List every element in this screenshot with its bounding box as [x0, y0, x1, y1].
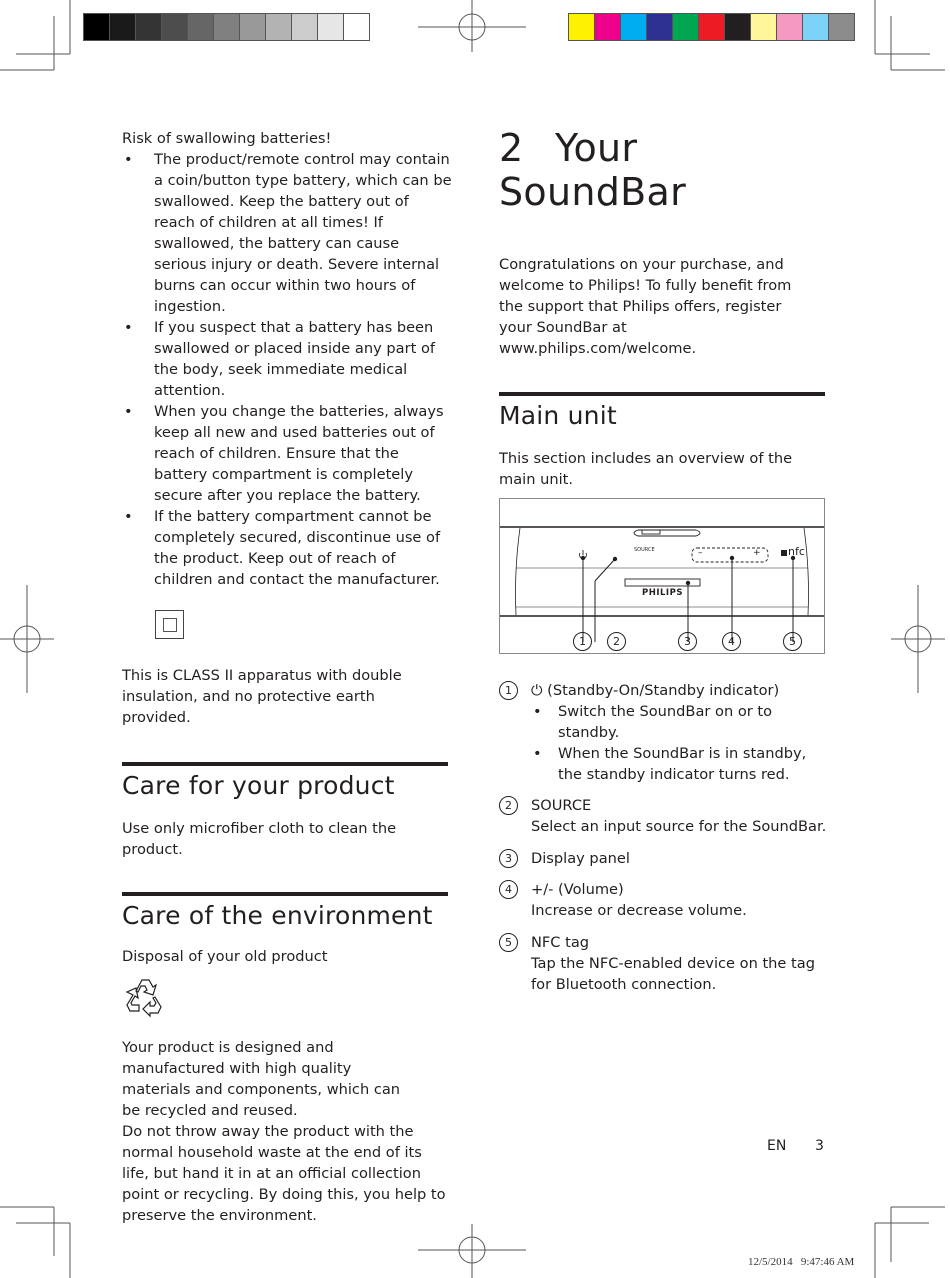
- main-unit-item-2: [499, 795, 829, 837]
- gray-swatch: [136, 14, 162, 40]
- gray-swatch: [240, 14, 266, 40]
- battery-warning-heading: Risk of swallowing batteries!: [122, 130, 332, 147]
- diagram-nfc-label: nfc: [788, 545, 805, 558]
- item-number: 4: [499, 880, 518, 899]
- care-environment-heading: Care of the environment: [122, 901, 433, 930]
- care-product-text: Use only microfiber cloth to clean the product.: [122, 820, 397, 858]
- intro-text: Congratulations on your purchase, and welcome to Philips! To fully benefit from the support that Philips offers, register your SoundBar at www.philips.com/welcome.: [499, 256, 792, 357]
- gray-swatch: [188, 14, 214, 40]
- environment-text-1: Your product is designed and manufactured with high quality materials and components, which can be recycled and reused.: [122, 1039, 401, 1119]
- chapter-title-text: Your SoundBar: [499, 126, 687, 214]
- main-unit-item-3: [499, 848, 829, 869]
- callout-4: 4: [722, 632, 741, 651]
- page-number: 3: [815, 1138, 824, 1154]
- section-rule: [122, 892, 448, 896]
- color-swatch: [569, 14, 595, 40]
- item-number: 5: [499, 933, 518, 952]
- gray-swatch: [84, 14, 110, 40]
- diagram-plus: +: [753, 548, 761, 558]
- list-item: • Switch the SoundBar on or to standby.: [531, 701, 829, 743]
- care-product-heading: Care for your product: [122, 771, 395, 800]
- main-unit-item-1: [499, 680, 829, 785]
- callout-3: 3: [678, 632, 697, 651]
- item-number: 2: [499, 796, 518, 815]
- color-swatch: [647, 14, 673, 40]
- diagram-source-label: SOURCE: [634, 547, 655, 553]
- gray-swatch: [344, 14, 369, 40]
- main-unit-heading: Main unit: [499, 401, 617, 430]
- gray-swatch: [292, 14, 318, 40]
- gray-swatch: [266, 14, 292, 40]
- color-swatch: [829, 14, 854, 40]
- color-swatch: [673, 14, 699, 40]
- item-desc: Increase or decrease volume.: [531, 902, 747, 919]
- main-unit-text: This section includes an overview of the main unit.: [499, 450, 793, 488]
- list-item: • If the battery compartment cannot be completely secured, discontinue use of the product. Keep out of reach of children and contact the manufacturer.: [122, 506, 452, 590]
- item-title: SOURCE: [531, 797, 592, 814]
- gray-swatch: [162, 14, 188, 40]
- callout-1: 1: [573, 632, 592, 651]
- callout-5: 5: [783, 632, 802, 651]
- chapter-title: [499, 126, 829, 214]
- section-rule: [499, 392, 825, 396]
- soundbar-diagram: [499, 498, 825, 654]
- section-rule: [122, 762, 448, 766]
- main-unit-item-5: [499, 932, 829, 995]
- item-title: +/- (Volume): [531, 881, 624, 898]
- right-column: [499, 126, 829, 995]
- list-item: • When the SoundBar is in standby, the standby indicator turns red.: [531, 743, 829, 785]
- grayscale-calibration-bar: [83, 13, 370, 41]
- list-item: • The product/remote control may contain a coin/button type battery, which can be swallowed. Keep the battery out of reach of children at all times! If swallowed, the battery can cause serious injury or death. Severe internal burns can occur within two hours of ingestion.: [122, 149, 452, 317]
- class-ii-double-insulation-icon: [155, 610, 184, 639]
- color-swatch: [621, 14, 647, 40]
- left-column: [122, 128, 452, 1226]
- item-title: NFC tag: [531, 934, 590, 951]
- color-swatch: [699, 14, 725, 40]
- item-number: 1: [499, 681, 518, 700]
- class-ii-text: This is CLASS II apparatus with double insulation, and no protective earth provided.: [122, 667, 402, 726]
- chapter-number: 2: [499, 126, 524, 170]
- color-swatch: [777, 14, 803, 40]
- disposal-subheading: Disposal of your old product: [122, 948, 328, 965]
- recycle-icon: [122, 975, 166, 1019]
- gray-swatch: [110, 14, 136, 40]
- main-unit-item-4: [499, 879, 829, 921]
- item-title: ⏻ (Standby-On/Standby indicator): [531, 682, 780, 699]
- color-swatch: [725, 14, 751, 40]
- item-title: Display panel: [531, 850, 630, 867]
- callout-2: 2: [607, 632, 626, 651]
- battery-warning-list: [122, 149, 452, 590]
- print-timestamp: 12/5/2014 9:47:46 AM: [748, 1256, 855, 1268]
- footer-language: EN: [767, 1138, 787, 1154]
- environment-text-2: Do not throw away the product with the normal household waste at the end of its life, but hand it in at an official collection point or recycling. By doing this, you help to preserve the environment.: [122, 1123, 446, 1224]
- color-swatch: [751, 14, 777, 40]
- list-item: • If you suspect that a battery has been swallowed or placed inside any part of the body, seek immediate medical attention.: [122, 317, 452, 401]
- diagram-minus: –: [698, 548, 703, 558]
- item-desc: Tap the NFC-enabled device on the tag for Bluetooth connection.: [531, 955, 815, 993]
- item-bullets: [531, 701, 829, 785]
- item-number: 3: [499, 849, 518, 868]
- list-item: • When you change the batteries, always keep all new and used batteries out of reach of children. Ensure that the battery compartment is completely secure after you replace the battery.: [122, 401, 452, 506]
- item-desc: Select an input source for the SoundBar.: [531, 818, 827, 835]
- color-swatch: [803, 14, 829, 40]
- color-calibration-bar: [568, 13, 855, 41]
- color-swatch: [595, 14, 621, 40]
- gray-swatch: [214, 14, 240, 40]
- gray-swatch: [318, 14, 344, 40]
- diagram-brand-label: PHILIPS: [642, 588, 683, 598]
